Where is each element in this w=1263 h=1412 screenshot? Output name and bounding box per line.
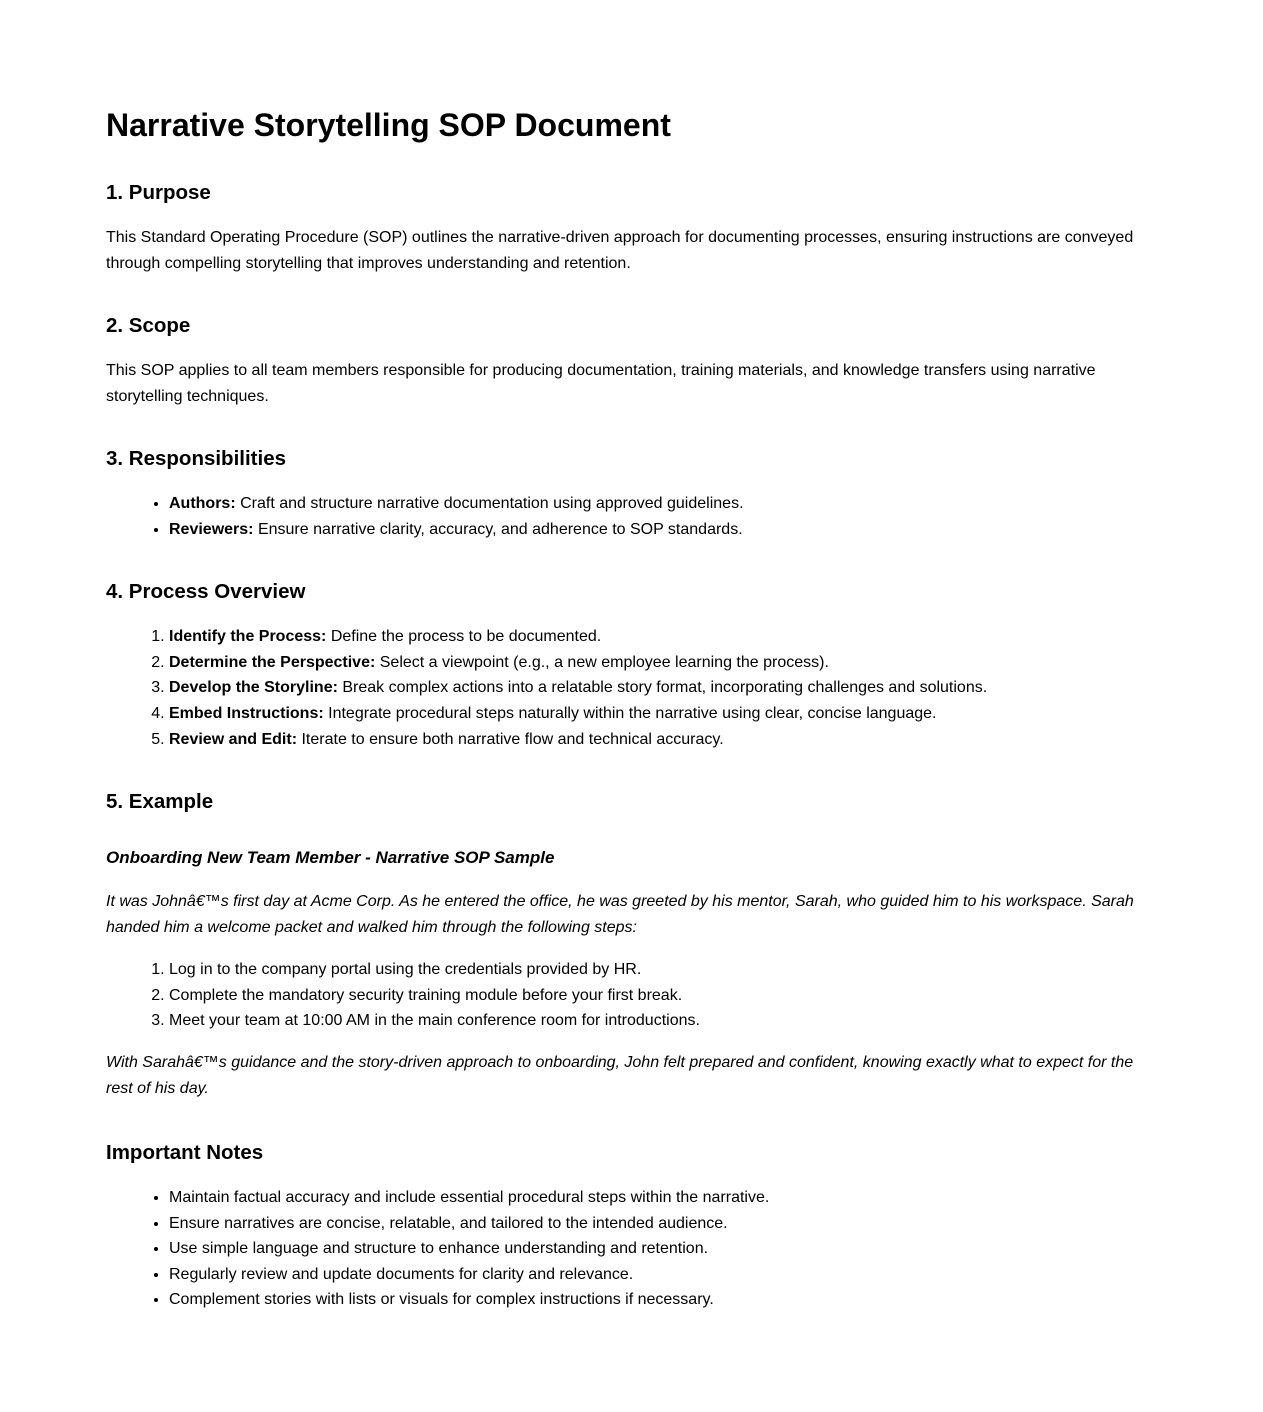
purpose-paragraph: This Standard Operating Procedure (SOP) outlines the narrative-driven approach for documenting processes, ensuring instructions are conveyed through compelling storytelling that improves understanding and retention.	[106, 229, 1134, 272]
list-item	[169, 675, 1135, 701]
section-heading-purpose: 1. Purpose	[106, 181, 211, 204]
list-item: • Complement stories with lists or visuals for complex instructions if necessary.	[169, 1287, 1135, 1313]
process-step-text: Break complex actions into a relatable story format, incorporating challenges and solutions.	[337, 679, 988, 697]
scope-paragraph: This SOP applies to all team members responsible for producing documentation, training materials, and knowledge transfers using narrative storytelling techniques.	[106, 362, 1096, 405]
list-item	[169, 727, 1135, 753]
process-step-label: Develop the Storyline:	[169, 679, 338, 697]
list-item: • Ensure narratives are concise, relatable, and tailored to the intended audience.	[169, 1211, 1135, 1237]
list-item: 3. Meet your team at 10:00 AM in the main conference room for introductions.	[169, 1008, 1135, 1034]
list-item: • Use simple language and structure to enhance understanding and retention.	[169, 1236, 1135, 1262]
process-step-text: Iterate to ensure both narrative flow and technical accuracy.	[297, 730, 724, 748]
list-item: 2. Complete the mandatory security training module before your first break.	[169, 983, 1135, 1009]
responsibilities-list	[106, 491, 1135, 542]
list-item	[169, 517, 1135, 543]
process-step-text: Select a viewpoint (e.g., a new employee learning the process).	[375, 653, 829, 671]
list-item: • Maintain factual accuracy and include essential procedural steps within the narrative.	[169, 1185, 1135, 1211]
example-steps-list	[106, 957, 1135, 1034]
process-step-label: Review and Edit:	[169, 730, 298, 748]
list-item: 1. Log in to the company portal using the credentials provided by HR.	[169, 957, 1135, 983]
list-item	[169, 491, 1135, 517]
section-heading-example: 5. Example	[106, 790, 214, 814]
section-heading-process: 4. Process Overview	[106, 580, 306, 604]
section-heading-responsibilities: 3. Responsibilities	[106, 447, 286, 470]
process-step-text: Define the process to be documented.	[326, 628, 602, 646]
section-heading-scope: 2. Scope	[106, 314, 191, 337]
responsibility-label: Reviewers:	[169, 520, 254, 538]
section-heading-notes: Important Notes	[106, 1140, 264, 1164]
responsibility-text: Craft and structure narrative documentation using approved guidelines.	[235, 495, 744, 512]
process-steps-list	[106, 624, 1135, 752]
list-item	[169, 701, 1135, 727]
process-step-label: Determine the Perspective:	[169, 653, 376, 671]
process-step-text: Integrate procedural steps naturally within the narrative using clear, concise language.	[323, 704, 937, 722]
document-title: Narrative Storytelling SOP Document	[106, 107, 671, 143]
process-step-label: Embed Instructions:	[169, 704, 324, 722]
example-outro-paragraph: With Sarahâ€™s guidance and the story-driven approach to onboarding, John felt prepared and confident, knowing exactly what to expect for the rest of his day.	[106, 1053, 1134, 1097]
example-subheading: Onboarding New Team Member - Narrative SOP Sample	[106, 848, 555, 868]
notes-list	[106, 1185, 1135, 1313]
list-item	[169, 650, 1135, 676]
example-intro-paragraph: It was Johnâ€™s first day at Acme Corp. As he entered the office, he was greeted by his mentor, Sarah, who guided him to his workspace. Sarah handed him a welcome packet and walked him through the following steps:	[106, 893, 1134, 937]
responsibility-label: Authors:	[169, 495, 236, 512]
list-item	[169, 624, 1135, 650]
list-item: • Regularly review and update documents for clarity and relevance.	[169, 1262, 1135, 1288]
process-step-label: Identify the Process:	[169, 628, 327, 646]
responsibility-text: Ensure narrative clarity, accuracy, and adherence to SOP standards.	[253, 520, 743, 538]
